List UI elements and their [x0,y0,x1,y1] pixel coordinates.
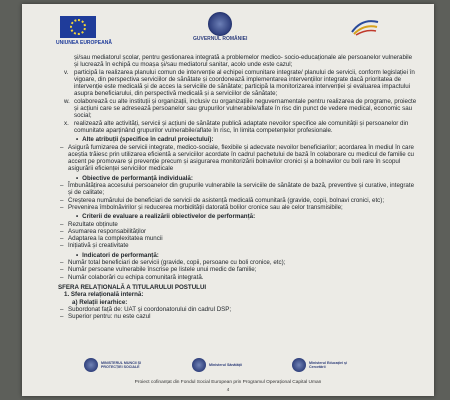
section-alte-atributii-title: • Alte atribuții (specifice în cadrul proiectului): [76,136,214,144]
list-item: – Adaptarea la complexitatea muncii [60,235,163,243]
list-item: – Număr total beneficiari de servicii (gravide, copii, persoane cu boli cronice, etc); [60,259,286,267]
section-obiective-title: • Obiective de performanță individuală: [76,174,193,182]
list-item: – Prevenirea îmbolnăvirilor și reducerea morbidității datorată bolilor cronice sau ale celor transmisibile; [60,203,343,211]
paragraph-intro: și/sau mediatorul școlar, pentru gestionarea integrată a problemelor medico- socio-educaționale ale persoanelor vulnerabile și lucrează în echipă cu moașa și/sau mediatorul sanitar, acolo unde este cazul; [74,54,413,69]
list-item: – Inițiativă și creativitate [60,242,129,250]
header-logos [22,4,434,54]
list-item: – Îmbunătățirea accesului persoanelor din grupurile vulnerabile la serviciile de sănătate de bază, preventive și curative, integrate și de calitate; [60,182,415,197]
program-logo [350,16,380,36]
list-item: – Număr colaborări cu echipa comunitară integrată. [60,273,204,281]
footer-logo-sanatate: Ministerul Sănătății [192,358,251,372]
sfera-subsection-a: a) Relații ierarhice: [72,298,128,306]
ministry-seal-icon [84,358,98,372]
section-indicatori-title: • Indicatori de performanță: [76,251,159,259]
alte-atributii-text: – Asigură furnizarea de servicii integrate, medico-sociale, flexibile și adecvate nevoilor beneficiarilor; acordarea în mediul în care aceștia trăiesc prin utilizarea eficientă a serviciilor acordate în cadrul pachetului de bază în colaborare cu medicul de familie cu accent pe promovare și prevenție precum și asigurarea monitorizării bolnavilor cronici și a bolnavilor cu boli rare în scopul asigurării eficienței serviciilor medicale [60,143,414,173]
list-item: – Asumarea responsabilităților [60,227,147,235]
list-item: – Creșterea numărului de beneficiari de servicii de asistență medicală comunitară (gravide, copii, bolnavi cronici, etc); [60,196,385,204]
ministry-seal-icon [192,358,206,372]
page-number: 4 [226,387,230,392]
list-item-w: w. colaborează cu alte instituții și organizații, inclusiv cu organizațiile neguvernamentale pentru realizarea de programe, proiecte și acțiuni care se adresează persoanelor sau grupurilor vulnerabile/aflate în risc din punct de vedere medical, economic sau social; [64,97,417,120]
sfera-subsection-1: 1. Sfera relațională internă: [64,291,144,299]
list-item: – Număr persoane vulnerabile înscrise pe listele unui medic de familie; [60,266,257,274]
footer-text: Proiect cofinanțat din Fondul Social European prin Programul Operațional Capital Uman [134,380,322,385]
eu-flag-logo [60,16,96,38]
list-item: – Superior pentru: nu este cazul [60,313,151,321]
ministry-seal-icon [292,358,306,372]
government-seal-logo [208,12,232,36]
footer-logo-munca: MINISTERUL MUNCII ȘI PROTECȚIEI SOCIALE [84,358,143,372]
footer-logo-educatie: Ministerul Educației și Cercetării [292,358,351,372]
section-criterii-title: • Criterii de evaluare a realizării obiectivelor de performanță: [76,213,256,221]
document-page [22,4,434,396]
list-item: – Subordonat față de: UAT și coordonatorului din cadrul DSP; [60,305,232,313]
document-body [58,54,418,354]
list-item-v: v. participă la realizarea planului comun de intervenție al echipei comunitare integrate/ planului de servicii, conform legislației în vigoare, din perspectiva serviciilor de sănătate și coordonează implementarea intervențiilor integrate dacă prioritatea de intervenție este medicală și de acces la serviciile de sănătate; participă la monitorizarea intervenției și evaluarea impactului asupra beneficiarului, din perspectivă medicală și a serviciilor de sănătate; [64,68,415,98]
list-item: – Rezultate obținute [60,220,118,228]
eu-label: UNIUNEA EUROPEANĂ [56,40,112,46]
eu-stars-icon [70,19,86,35]
government-label: GUVERNUL ROMÂNIEI [193,36,248,42]
footer-logos [22,356,434,378]
section-sfera-title: SFERA RELAȚIONALĂ A TITULARULUI POSTULUI [58,283,207,291]
list-item-x: x. realizează alte activități, servicii și acțiuni de sănătate publică adaptate nevoilor specifice ale comunității și persoanelor din comunitate aparținând grupurilor vulnerabile/aflate în risc, în limita competențelor profesionale. [64,119,409,134]
